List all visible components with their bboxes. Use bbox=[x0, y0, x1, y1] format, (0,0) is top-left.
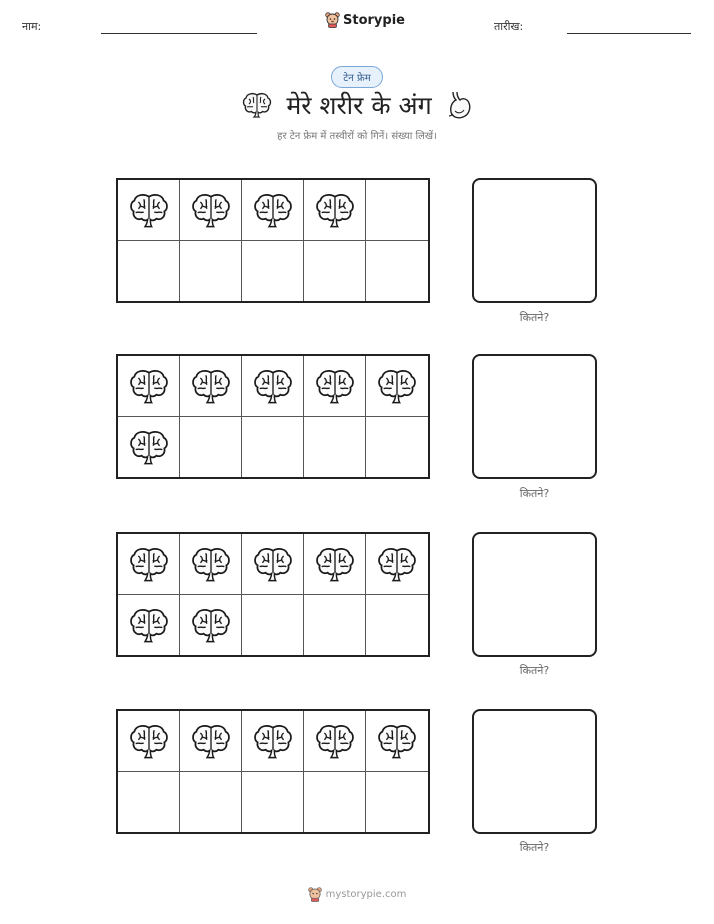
ten-frame-cell bbox=[304, 534, 366, 595]
answer-label: कितने? bbox=[519, 664, 550, 677]
ten-frame-cell bbox=[304, 711, 366, 772]
brain-icon bbox=[191, 722, 231, 760]
brain-icon bbox=[129, 722, 169, 760]
brain-icon bbox=[377, 545, 417, 583]
ten-frame-cell bbox=[304, 241, 366, 302]
ten-frame-cell bbox=[242, 534, 304, 595]
ten-frame-cell bbox=[366, 595, 428, 656]
answer-label: कितने? bbox=[519, 311, 550, 324]
ten-frame-cell bbox=[242, 241, 304, 302]
brain-icon bbox=[129, 606, 169, 644]
ten-frame-cell bbox=[242, 417, 304, 478]
name-label: नाम: bbox=[22, 20, 42, 33]
page-title: मेरे शरीर के अंग bbox=[286, 91, 432, 120]
answer-label: कितने? bbox=[519, 487, 550, 500]
brain-icon bbox=[315, 722, 355, 760]
ten-frame bbox=[116, 178, 430, 303]
brain-icon bbox=[129, 545, 169, 583]
ten-frame-cell bbox=[366, 180, 428, 241]
brain-icon bbox=[191, 606, 231, 644]
ten-frame-cell bbox=[242, 595, 304, 656]
brain-icon bbox=[253, 367, 293, 405]
footer bbox=[0, 887, 714, 902]
brain-icon bbox=[253, 545, 293, 583]
answer-box[interactable] bbox=[472, 354, 597, 479]
title-row bbox=[0, 88, 714, 122]
ten-frame-cell bbox=[180, 595, 242, 656]
ten-frame-cell bbox=[180, 534, 242, 595]
ten-frame bbox=[116, 709, 430, 834]
ten-frame-cell bbox=[180, 417, 242, 478]
ten-frame-cell bbox=[118, 356, 180, 417]
ten-frame-cell bbox=[304, 180, 366, 241]
ten-frame-cell bbox=[242, 772, 304, 833]
worksheet-type-badge: टेन फ्रेम bbox=[331, 66, 383, 88]
brain-icon bbox=[129, 191, 169, 229]
brain-icon bbox=[253, 722, 293, 760]
answer-box[interactable] bbox=[472, 178, 597, 303]
brain-icon bbox=[129, 367, 169, 405]
name-line bbox=[101, 33, 257, 34]
brain-icon bbox=[377, 722, 417, 760]
brain-icon bbox=[315, 545, 355, 583]
ten-frame-cell bbox=[180, 356, 242, 417]
ten-frame-cell bbox=[304, 356, 366, 417]
bear-mascot-icon bbox=[325, 12, 340, 28]
ten-frame-cell bbox=[118, 180, 180, 241]
ten-frame bbox=[116, 354, 430, 479]
footer-url: mystorypie.com bbox=[325, 889, 407, 900]
ten-frame-cell bbox=[118, 772, 180, 833]
ten-frame-cell bbox=[366, 711, 428, 772]
ten-frame-cell bbox=[304, 417, 366, 478]
ten-frame-cell bbox=[366, 241, 428, 302]
logo-text: Storypie bbox=[343, 12, 405, 28]
ten-frame-cell bbox=[242, 356, 304, 417]
stomach-icon bbox=[446, 90, 472, 120]
ten-frame-cell bbox=[242, 711, 304, 772]
brain-icon bbox=[253, 191, 293, 229]
ten-frame-cell bbox=[118, 711, 180, 772]
date-label: तारीख: bbox=[494, 20, 524, 33]
brain-icon bbox=[377, 367, 417, 405]
instructions: हर टेन फ्रेम में तस्वीरों को गिनें। संख्या लिखें। bbox=[277, 131, 437, 142]
ten-frame-cell bbox=[366, 417, 428, 478]
ten-frame-cell bbox=[180, 711, 242, 772]
date-line bbox=[567, 33, 691, 34]
ten-frame-cell bbox=[180, 772, 242, 833]
brain-icon bbox=[315, 191, 355, 229]
brain-icon bbox=[242, 92, 272, 118]
ten-frame-cell bbox=[366, 356, 428, 417]
ten-frame-cell bbox=[366, 772, 428, 833]
answer-label: कितने? bbox=[519, 841, 550, 854]
ten-frame-cell bbox=[180, 180, 242, 241]
brain-icon bbox=[129, 428, 169, 466]
brain-icon bbox=[191, 545, 231, 583]
ten-frame-cell bbox=[118, 595, 180, 656]
ten-frame-cell bbox=[366, 534, 428, 595]
brain-icon bbox=[315, 367, 355, 405]
brain-icon bbox=[191, 367, 231, 405]
ten-frame-cell bbox=[304, 595, 366, 656]
storypie-logo bbox=[325, 12, 405, 28]
answer-box[interactable] bbox=[472, 532, 597, 657]
ten-frame bbox=[116, 532, 430, 657]
ten-frame-cell bbox=[304, 772, 366, 833]
ten-frame-cell bbox=[118, 534, 180, 595]
ten-frame-cell bbox=[242, 180, 304, 241]
brain-icon bbox=[191, 191, 231, 229]
ten-frame-cell bbox=[118, 417, 180, 478]
bear-mascot-icon bbox=[308, 887, 322, 902]
answer-box[interactable] bbox=[472, 709, 597, 834]
ten-frame-cell bbox=[118, 241, 180, 302]
ten-frame-cell bbox=[180, 241, 242, 302]
